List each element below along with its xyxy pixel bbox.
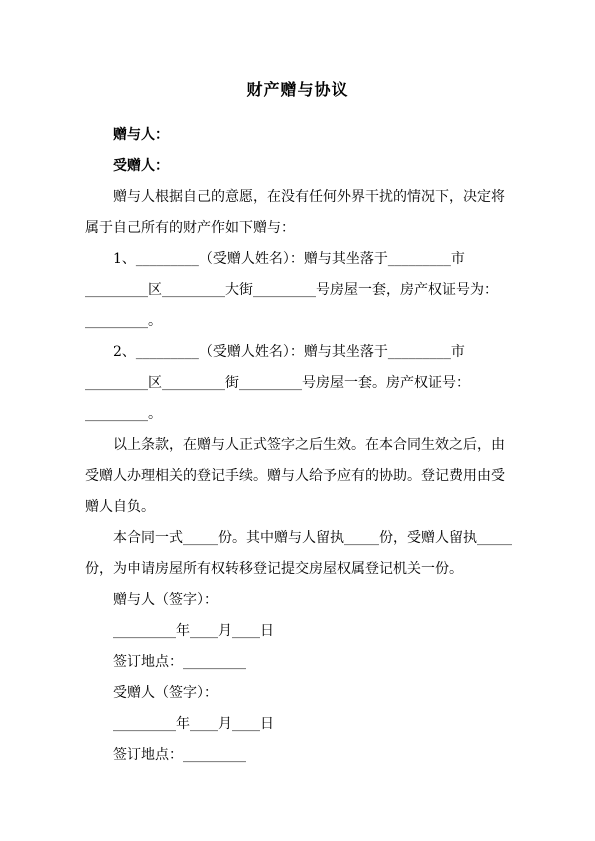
paragraph-item-1: 1、_________（受赠人姓名）：赠与其坐落于_________市_________区_________大街_________号房屋一套，房产权证号为： _________。: [85, 251, 507, 329]
document-body: [85, 120, 515, 771]
donee-date-line: _________年____月____日: [113, 716, 274, 732]
donee-place-line: 签订地点：_________: [113, 747, 246, 763]
paragraph-item-2: 2、_________（受赠人姓名）：赠与其坐落于_________市_________区_________街_________号房屋一套。房产权证号： _________。: [85, 344, 479, 422]
donee-label: 受赠人：: [113, 158, 169, 174]
paragraph-effect: 以上条款，在赠与人正式签字之后生效。在本合同生效之后，由受赠人办理相关的登记手续。赠与人给予应有的协助。登记费用由受赠人自负。: [85, 437, 505, 515]
paragraph-intro: 赠与人根据自己的意愿，在没有任何外界干扰的情况下，决定将属于自己所有的财产作如下赠与：: [85, 189, 505, 236]
donor-signature-line: 赠与人（签字）：: [113, 592, 218, 608]
donor-place-line: 签订地点：_________: [113, 654, 246, 670]
donee-signature-line: 受赠人（签字）：: [113, 685, 218, 701]
paragraph-copies: 本合同一式_____份。其中赠与人留执_____份，受赠人留执_____份，为申请房屋所有权转移登记提交房屋权属登记机关一份。: [85, 530, 512, 577]
donor-date-line: _________年____月____日: [113, 623, 274, 639]
document-title: 财产赠与协议: [246, 80, 349, 99]
donor-label: 赠与人：: [113, 127, 169, 143]
